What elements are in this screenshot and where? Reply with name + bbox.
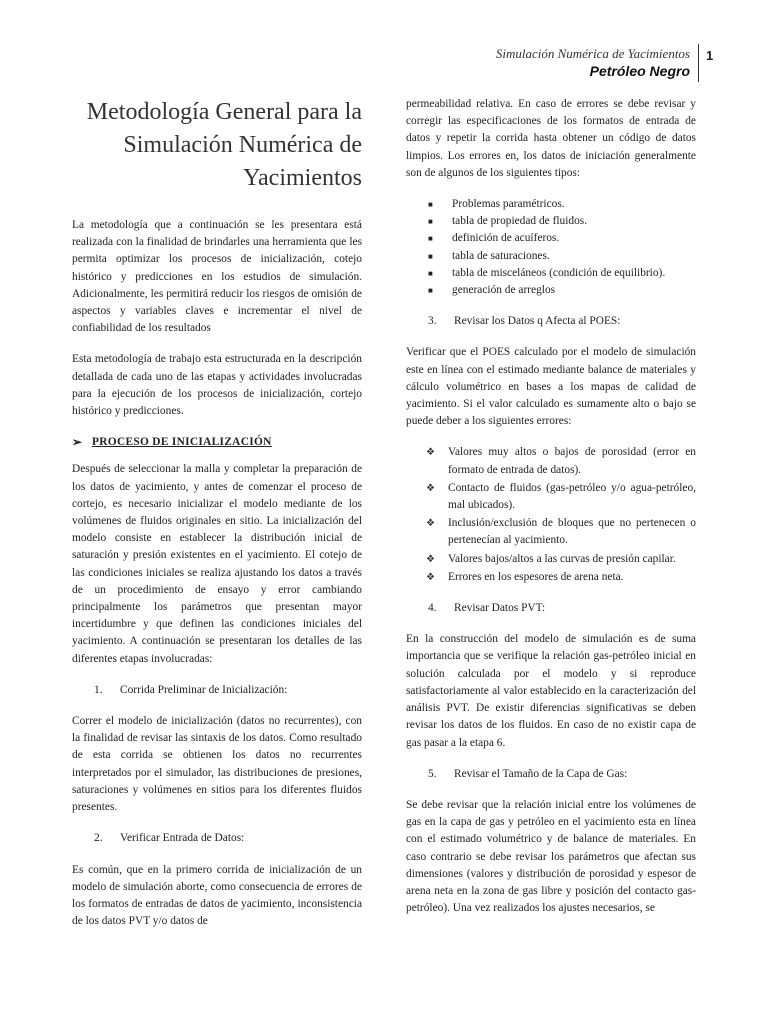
step2-paragraph: Es común, que en la primero corrida de inicialización de un modelo de simulación aborte, como consecuencia de errores de los formatos de entradas de datos de yacimiento, inconsistencia de los datos PVT y/o datos de [72, 863, 362, 928]
list-item: ❖ Errores en los espesores de arena neta. [406, 569, 696, 586]
step-title: Revisar el Tamaño de la Capa de Gas: [454, 767, 628, 780]
diamond-bullet-icon: ❖ [426, 553, 435, 565]
list-item: ■ generación de arreglos [406, 282, 696, 299]
square-bullet-icon: ■ [428, 286, 433, 296]
section-title: PROCESO DE INICIALIZACIÓN [92, 436, 272, 449]
list-item: ❖ Inclusión/exclusión de bloques que no pertenecen o pertenecían al yacimiento. [406, 515, 696, 549]
list-item: ❖ Contacto de fluidos (gas-petróleo y/o agua-petróleo, mal ubicados). [406, 480, 696, 514]
right-column [406, 96, 696, 931]
initialization-paragraph: Después de seleccionar la malla y completar la preparación de los datos de yacimiento, y antes de comenzar el proceso de cortejo, es necesario inicializar el modelo mediante de los volúmenes de fluidos originales en sitio. La inicialización del modelo consiste en establecer la distribución inicial de saturación y presión existentes en el yacimiento. El cotejo de las condiciones iniciales se realiza ajustando los datos a través de un procedimiento de ensayo y error cambiando principalmente los parámetros que presentan mayor incertidumbre y que definen las condiciones iniciales del yacimiento. A continuación se presentaran los detalles de las diferentes etapas involucradas: [72, 463, 362, 665]
step-heading-4: 4. Revisar Datos PVT: [406, 600, 696, 617]
step-heading-3: 3. Revisar los Datos q Afecta al POES: [406, 313, 696, 330]
step-heading-5: 5. Revisar el Tamaño de la Capa de Gas: [406, 766, 696, 783]
diamond-bullet-icon: ❖ [426, 571, 435, 583]
diamond-bullet-icon: ❖ [426, 447, 435, 459]
step5-paragraph: Se debe revisar que la relación inicial entre los volúmenes de gas en la capa de gas y petróleo en el yacimiento esta en línea con el estimado volumétrico y de balance de materiales. En caso contrario se debe revisar los parámetros que afectan sus dimensiones (valores y distribución de porosidad y espesor de arena neta en la zona de gas libre y posición del contacto gas-petróleo). Una vez realizados los ajustes necesarios, se [406, 798, 696, 915]
document-title: Metodología General para la Simulación Numérica de Yacimientos [86, 99, 362, 191]
header-divider [698, 44, 699, 82]
step4-paragraph: En la construcción del modelo de simulación es de suma importancia que se verifique la relación gas-petróleo inicial en solución calculada por el modelo y si reproduce satisfactoriamente al valor establecido en la caracterización del análisis PVT. De existir diferencias significativas se deben revisar los datos de los fluidos. En caso de no existir capa de gas pasar a la etapa 6. [406, 633, 696, 749]
section-heading [72, 434, 362, 451]
header-brand: Petróleo Negro [589, 63, 690, 79]
step3-paragraph: Verificar que el POES calculado por el modelo de simulación este en línea con el estimado mediante balance de materiales y cálculo volumétrico en bases a los mapas de calidad de yacimiento. Si el valor calculado es sumamente alto o bajo se puede deber a los siguientes errores: [406, 346, 696, 428]
step-title: Verificar Entrada de Datos: [120, 832, 245, 845]
diamond-bullet-icon: ❖ [426, 482, 435, 494]
page-header [496, 46, 690, 80]
page-number: 1 [706, 48, 714, 63]
step-heading-2: 2. Verificar Entrada de Datos: [72, 830, 362, 847]
list-item: ❖ Valores bajos/altos a las curvas de presión capilar. [406, 551, 696, 568]
list-item: ■ tabla de misceláneos (condición de equilibrio). [406, 265, 696, 282]
methodology-paragraph: Esta metodología de trabajo esta estructurada en la descripción detallada de cada uno de las etapas y actividades involucradas para la ejecución de los procesos de inicialización, cortejo histórico y predicciones. [72, 353, 362, 418]
error-type-list [406, 196, 696, 299]
square-bullet-icon: ■ [428, 234, 433, 244]
list-item: ❖ Valores muy altos o bajos de porosidad (error en formato de entrada de datos). [406, 444, 696, 478]
intro-paragraph: La metodología que a continuación se les presentara está realizada con la finalidad de brindarles una herramienta que les permita optimizar los procesos de inicialización, cotejo histórico y predicciones en los estudios de simulación. Adicionalmente, les permitirá reducir los riesgos de omisión de aspectos y variables claves e incrementar el nivel de confiabilidad de los resultados [72, 219, 362, 335]
header-subtitle: Simulación Numérica de Yacimientos [495, 46, 690, 61]
step1-paragraph: Correr el modelo de inicialización (datos no recurrentes), con la finalidad de revisar las sintaxis de los datos. Como resultado de esta corrida se obtienen los datos no recurrentes interpretados por el simulador, las distribuciones de presiones, saturaciones y volúmenes en sitios para los diferentes fluidos presentes. [72, 715, 362, 814]
list-item: ■ tabla de propiedad de fluidos. [406, 213, 696, 230]
errors-paragraph: permeabilidad relativa. En caso de errores se debe revisar y corregir las especificaciones de los formatos de entrada de datos y repetir la corrida hasta obtener un código de datos limpios. Los errores en, los datos de iniciación generalmente son de algunos de los siguientes tipos: [406, 98, 696, 179]
square-bullet-icon: ■ [428, 200, 433, 210]
square-bullet-icon: ■ [428, 217, 433, 227]
step-title: Revisar los Datos q Afecta al POES: [454, 315, 621, 328]
arrow-bullet-icon: ➢ [72, 435, 83, 450]
list-item: ■ tabla de saturaciones. [406, 248, 696, 265]
diamond-bullet-icon: ❖ [426, 518, 435, 530]
left-column [72, 96, 362, 944]
poes-error-list [406, 444, 696, 586]
step-title: Revisar Datos PVT: [454, 602, 546, 615]
square-bullet-icon: ■ [428, 268, 433, 278]
step-title: Corrida Preliminar de Inicialización: [120, 683, 288, 696]
list-item: ■ definición de acuíferos. [406, 230, 696, 247]
list-item: ■ Problemas paramétricos. [406, 196, 696, 213]
square-bullet-icon: ■ [428, 251, 433, 261]
step-heading-1: 1. Corrida Preliminar de Inicialización: [72, 682, 362, 699]
